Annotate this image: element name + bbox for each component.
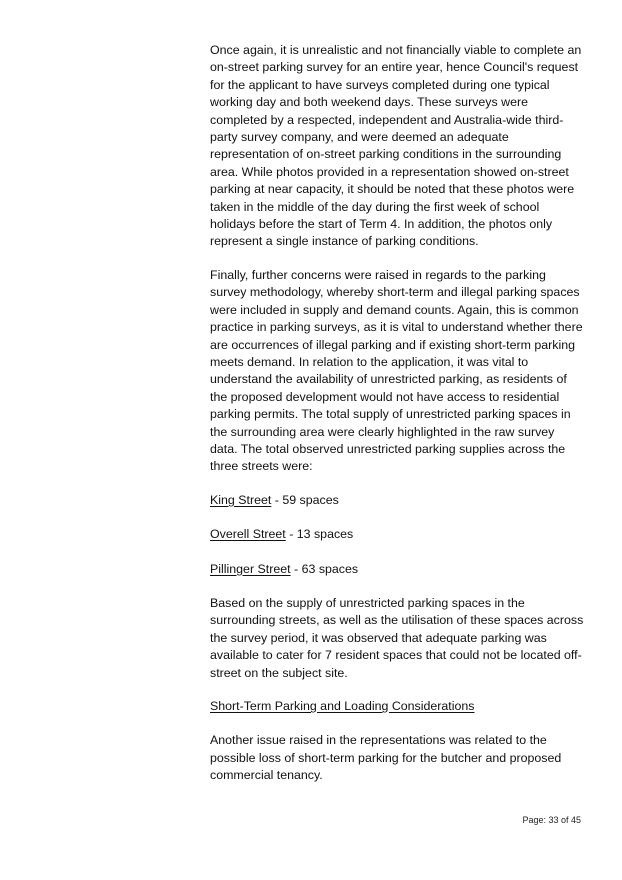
- document-body: [210, 42, 585, 801]
- street-spaces: - 59 spaces: [271, 492, 339, 507]
- street-name: King Street: [210, 492, 272, 507]
- street-item-overell: [210, 526, 585, 543]
- street-name: Pillinger Street: [210, 561, 291, 576]
- street-item-king: [210, 492, 585, 509]
- section-heading: Short-Term Parking and Loading Considerations: [210, 699, 475, 713]
- street-item-pillinger: [210, 561, 585, 578]
- street-name: Overell Street: [210, 527, 286, 542]
- street-spaces: - 63 spaces: [290, 561, 359, 576]
- page-number: Page: 33 of 45: [522, 815, 581, 825]
- street-spaces: - 13 spaces: [285, 527, 354, 542]
- paragraph-parking-adequacy: Based on the supply of unrestricted parking spaces in the surrounding streets, as well as the utilisation of these spaces across the survey period, it was observed that adequate parking was available to cater for 7 resident spaces that could not be located off-street on the subject site.: [210, 595, 584, 680]
- paragraph-survey-period: Once again, it is unrealistic and not financially viable to complete an on-street parking survey for an entire year, hence Council's request for the applicant to have surveys completed during one typical working day and both weekend days. These surveys were completed by a respected, independent and Australia-wide third-party survey company, and were deemed an adequate representation of on-street parking conditions in the surrounding area. While photos provided in a representation showed on-street parking at near capacity, it should be noted that these photos were taken in the middle of the day during the first week of school holidays before the start of Term 4. In addition, the photos only represent a single instance of parking conditions.: [210, 43, 582, 249]
- paragraph-short-term-parking: Another issue raised in the representations was related to the possible loss of short-term parking for the butcher and proposed commercial tenancy.: [210, 733, 562, 783]
- paragraph-survey-methodology: Finally, further concerns were raised in regards to the parking survey methodology, whereby short-term and illegal parking spaces were included in supply and demand counts. Again, this is common practice in parking surveys, as it is vital to understand whether there are occurrences of illegal parking and if existing short-term parking meets demand. In relation to the application, it was vital to understand the availability of unrestricted parking, as residents of the proposed development would not have access to residential parking permits. The total supply of unrestricted parking spaces in the surrounding area were clearly highlighted in the raw survey data. The total observed unrestricted parking supplies across the three streets were:: [210, 267, 583, 474]
